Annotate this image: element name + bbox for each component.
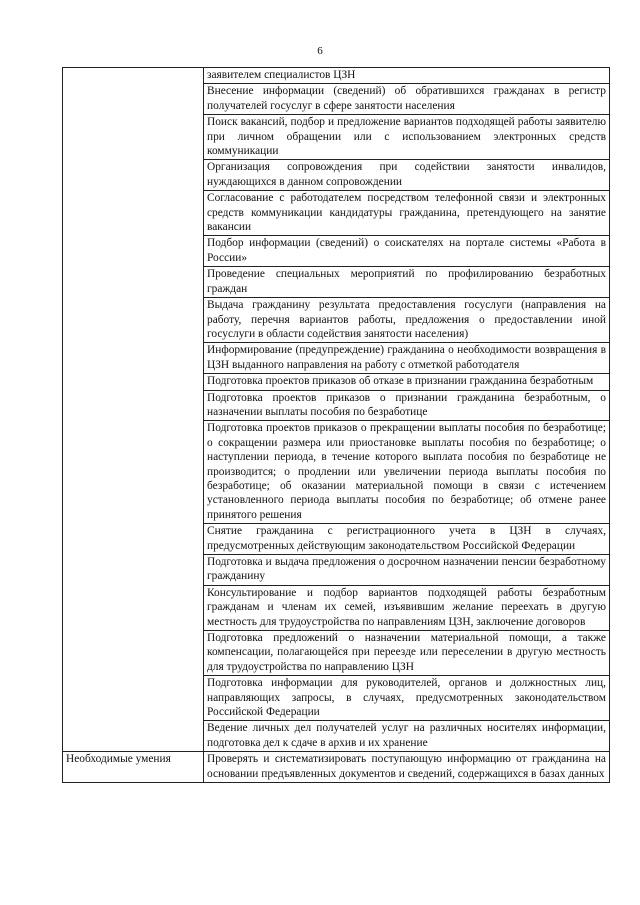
table-cell-duty: Внесение информации (сведений) об обратившихся гражданах в регистр получателей госуслуг в сфере занятости населения: [204, 84, 610, 115]
table-cell-duty: Ведение личных дел получателей услуг на различных носителях информации, подготовка дел к сдаче в архив и их хранение: [204, 721, 610, 752]
table-cell-duty: Подготовка проектов приказов о признании гражданина безработным, о назначении выплаты пособия по безработице: [204, 390, 610, 421]
table-cell-duty: Подготовка проектов приказов о прекращении выплаты пособия по безработице; о сокращении размера или приостановке выплаты пособия по безработице; о наступлении периода, в течение которого выплата пособия по безработице не производится; о продлении или увеличении периода выплаты пособия по безработице; об оказании материальной помощи в связи с истечением установленного периода выплаты пособия по безработице; об отмене ранее принятого решения: [204, 421, 610, 524]
table-cell-skill: Проверять и систематизировать поступающую информацию от гражданина на основании предъявленных документов и сведений, содержащихся в базах данных: [204, 752, 610, 783]
table-row: [63, 68, 610, 84]
table-cell-duty: Подготовка и выдача предложения о досрочном назначении пенсии безработному гражданину: [204, 555, 610, 586]
table-cell-duty: Консультирование и подбор вариантов подходящей работы безработным гражданам и членам их семей, изъявившим желание переехать в другую местность для трудоустройства по направлениям ЦЗН, заключение договоров: [204, 585, 610, 630]
table-cell-duty: заявителем специалистов ЦЗН: [204, 68, 610, 84]
table-cell-duty: Подбор информации (сведений) о соискателях на портале системы «Работа в России»: [204, 236, 610, 267]
table-cell-duty: Подготовка предложений о назначении материальной помощи, а также компенсации, полагающейся при переезде или переселении в другую местность для трудоустройства по направлению ЦЗН: [204, 631, 610, 676]
table-cell-duty: Согласование с работодателем посредством телефонной связи и электронных средств коммуникации кандидатуры гражданина, претендующего на занятие вакансии: [204, 191, 610, 236]
table-cell-duty: Поиск вакансий, подбор и предложение вариантов подходящей работы заявителю при личном обращении или с использованием электронных средств коммуникации: [204, 115, 610, 160]
table-cell-left-empty: [63, 68, 204, 752]
table-cell-duty: Организация сопровождения при содействии занятости инвалидов, нуждающихся в данном сопровождении: [204, 160, 610, 191]
table-cell-duty: Снятие гражданина с регистрационного учета в ЦЗН в случаях, предусмотренных действующим законодательством Российской Федерации: [204, 524, 610, 555]
table-cell-duty: Проведение специальных мероприятий по профилированию безработных граждан: [204, 267, 610, 298]
table-cell-duty: Информирование (предупреждение) гражданина о необходимости возвращения в ЦЗН выданного направления на работу с отметкой работодателя: [204, 343, 610, 374]
table-row: [63, 752, 610, 783]
job-duties-table: [62, 67, 610, 783]
page-number: 6: [317, 45, 323, 57]
table-cell-duty: Подготовка проектов приказов об отказе в признании гражданина безработным: [204, 374, 610, 390]
table-cell-duty: Выдача гражданину результата предоставления госуслуги (направления на работу, перечня вариантов работы, предложения о предоставлении иной госуслуги в области содействия занятости населения): [204, 298, 610, 343]
table-cell-duty: Подготовка информации для руководителей, органов и должностных лиц, направляющих запросы, в случаях, предусмотренных законодательством Российской Федерации: [204, 676, 610, 721]
table-cell-label-skills: Необходимые умения: [63, 752, 204, 783]
